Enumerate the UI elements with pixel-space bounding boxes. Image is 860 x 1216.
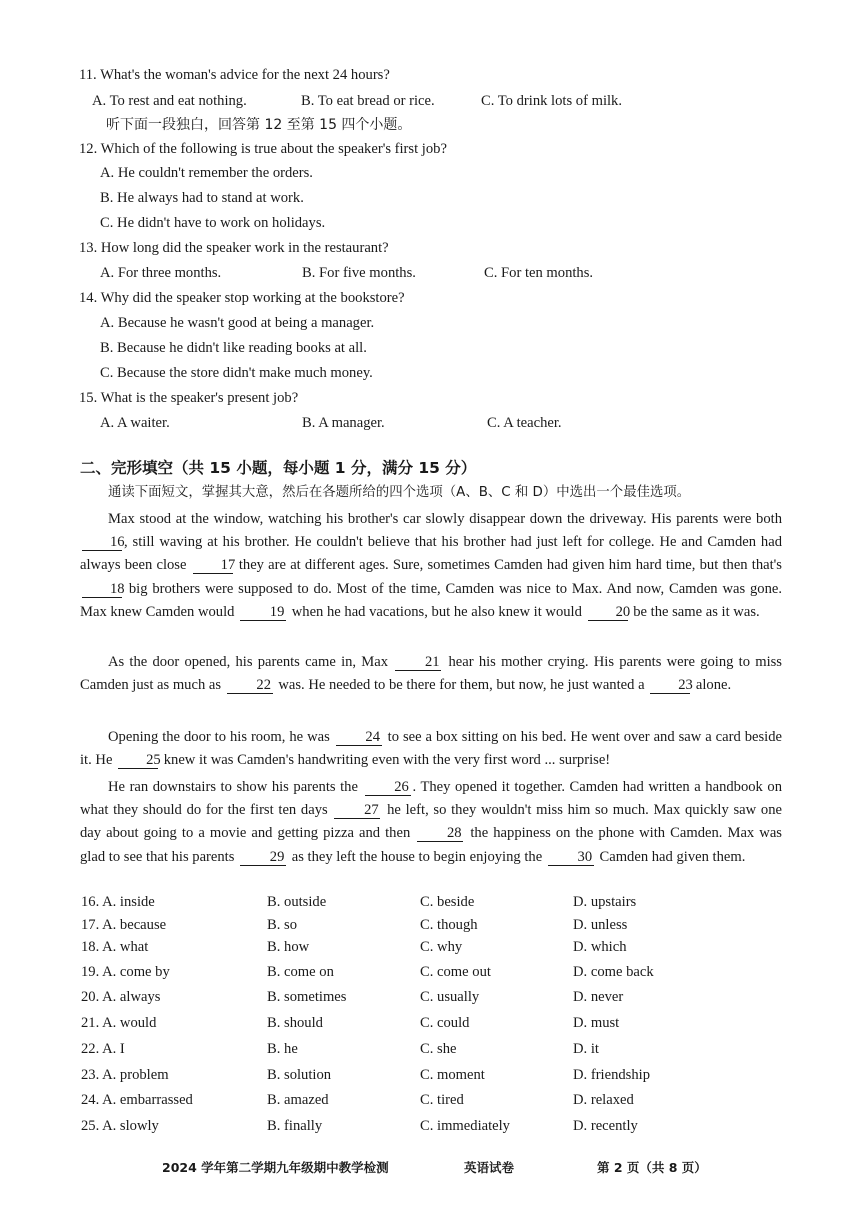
cloze-paragraph-4: He ran downstairs to show his parents the 26 . They opened it together. Camden had written a handbook on what they should do for the first ten days 27 he left, so they wouldn't miss him so much. Max quickly saw one day about going to a movie and getting pizza and then 28 the happiness on the phone with Camden. Max was glad to see that his parents 29 as they left the house to begin enjoying the 30 Camden had given them. [80, 779, 782, 865]
choice-20-a: 20. A. always [81, 989, 161, 1005]
q11-option-a: A. To rest and eat nothing. [92, 93, 247, 109]
blank-21: 21 [395, 654, 441, 671]
choice-17-d: D. unless [573, 917, 628, 933]
blank-28: 28 [417, 825, 463, 842]
choice-21-a: 21. A. would [81, 1015, 157, 1031]
choice-24-c: C. tired [420, 1092, 464, 1108]
choice-17-c: C. though [420, 917, 478, 933]
cloze-section-title: 二、完形填空（共 15 小题，每小题 1 分，满分 15 分） [80, 459, 477, 477]
q15-option-b: B. A manager. [302, 415, 385, 431]
q14-option-c: C. Because the store didn't make much money. [100, 365, 373, 381]
q14-option-a: A. Because he wasn't good at being a manager. [100, 315, 375, 331]
footer-exam-name: 2024 学年第二学期九年级期中教学检测 [162, 1160, 389, 1175]
choice-19-d: D. come back [573, 964, 654, 980]
blank-17: 17 [193, 557, 233, 574]
choice-20-b: B. sometimes [267, 989, 347, 1005]
choice-22-d: D. it [573, 1041, 599, 1057]
blank-26: 26 [365, 779, 411, 796]
footer-page-number: 第 2 页（共 8 页） [597, 1160, 707, 1175]
cloze-paragraph-3: Opening the door to his room, he was 24 to see a box sitting on his bed. He went over and saw a card beside it. He 25 knew it was Camden's handwriting even with the very first word ... surprise! [80, 729, 782, 769]
blank-27: 27 [334, 802, 380, 819]
choice-25-b: B. finally [267, 1118, 323, 1134]
blank-22: 22 [227, 677, 273, 694]
choice-23-b: B. solution [267, 1067, 332, 1083]
choice-22-b: B. he [267, 1041, 298, 1057]
cloze-paragraph-1: Max stood at the window, watching his brother's car slowly disappear down the driveway. His parents were both 16, still waving at his brother. He couldn't believe that his brother had just left for college. He and Camden had always been close 17 they are at different ages. Sure, sometimes Camden had given him hard time, but then that's 18 big brothers were supposed to do. Most of the time, Camden was nice to Max. And now, Camden was gone. Max knew Camden would 19 when he had vacations, but he also knew it would 20 be the same as it was. [80, 511, 782, 620]
q12-option-c: C. He didn't have to work on holidays. [100, 215, 326, 231]
blank-18: 18 [82, 581, 122, 598]
choice-17-b: B. so [267, 917, 298, 933]
choice-25-a: 25. A. slowly [81, 1118, 159, 1134]
blank-19: 19 [240, 604, 286, 621]
choice-16-a: 16. A. inside [81, 894, 155, 910]
q15-stem: 15. What is the speaker's present job? [79, 390, 299, 406]
q13-stem: 13. How long did the speaker work in the restaurant? [79, 240, 389, 256]
choice-20-d: D. never [573, 989, 624, 1005]
choice-23-a: 23. A. problem [81, 1067, 169, 1083]
q12-option-a: A. He couldn't remember the orders. [100, 165, 313, 181]
choice-25-d: D. recently [573, 1118, 638, 1134]
choice-24-d: D. relaxed [573, 1092, 634, 1108]
q13-option-c: C. For ten months. [484, 265, 594, 281]
choice-23-c: C. moment [420, 1067, 485, 1083]
choice-21-c: C. could [420, 1015, 470, 1031]
choice-18-d: D. which [573, 939, 627, 955]
choice-21-d: D. must [573, 1015, 620, 1031]
q13-option-a: A. For three months. [100, 265, 222, 281]
choice-18-c: C. why [420, 939, 463, 955]
choice-18-b: B. how [267, 939, 310, 955]
choice-24-a: 24. A. embarrassed [81, 1092, 193, 1108]
blank-30: 30 [548, 849, 594, 866]
choice-24-b: B. amazed [267, 1092, 329, 1108]
q12-stem: 12. Which of the following is true about the speaker's first job? [79, 141, 447, 157]
choice-20-c: C. usually [420, 989, 480, 1005]
listening-instruction: 听下面一段独白，回答第 12 至第 15 四个小题。 [106, 117, 412, 133]
q11-stem: 11. What's the woman's advice for the next 24 hours? [79, 67, 390, 83]
q11-option-b: B. To eat bread or rice. [301, 93, 435, 109]
blank-16: 16 [82, 534, 122, 551]
q15-option-c: C. A teacher. [487, 415, 562, 431]
q13-option-b: B. For five months. [302, 265, 416, 281]
blank-23: 23 [650, 677, 690, 694]
choice-16-c: C. beside [420, 894, 475, 910]
blank-20: 20 [588, 604, 628, 621]
choice-17-a: 17. A. because [81, 917, 167, 933]
cloze-paragraph-2: As the door opened, his parents came in, Max 21 hear his mother crying. His parents were going to miss Camden just as much as 22 was. He needed to be there for them, but now, he just wanted a 23 alone. [80, 654, 782, 694]
choice-22-a: 22. A. I [81, 1041, 125, 1057]
q14-option-b: B. Because he didn't like reading books at all. [100, 340, 367, 356]
choice-22-c: C. she [420, 1041, 457, 1057]
q12-option-b: B. He always had to stand at work. [100, 190, 304, 206]
choice-16-b: B. outside [267, 894, 327, 910]
choice-25-c: C. immediately [420, 1118, 510, 1134]
choice-23-d: D. friendship [573, 1067, 651, 1083]
blank-25: 25 [118, 752, 158, 769]
choice-18-a: 18. A. what [81, 939, 149, 955]
blank-29: 29 [240, 849, 286, 866]
q11-option-c: C. To drink lots of milk. [481, 93, 623, 109]
choice-19-c: C. come out [420, 964, 491, 980]
q14-stem: 14. Why did the speaker stop working at the bookstore? [79, 290, 405, 306]
choice-19-a: 19. A. come by [81, 964, 170, 980]
q15-option-a: A. A waiter. [100, 415, 170, 431]
choice-16-d: D. upstairs [573, 894, 637, 910]
footer-subject: 英语试卷 [464, 1160, 515, 1175]
choice-21-b: B. should [267, 1015, 323, 1031]
choice-19-b: B. come on [267, 964, 334, 980]
cloze-instruction: 通读下面短文，掌握其大意，然后在各题所给的四个选项（A、B、C 和 D）中选出一个最佳选项。 [108, 485, 691, 500]
blank-24: 24 [336, 729, 382, 746]
